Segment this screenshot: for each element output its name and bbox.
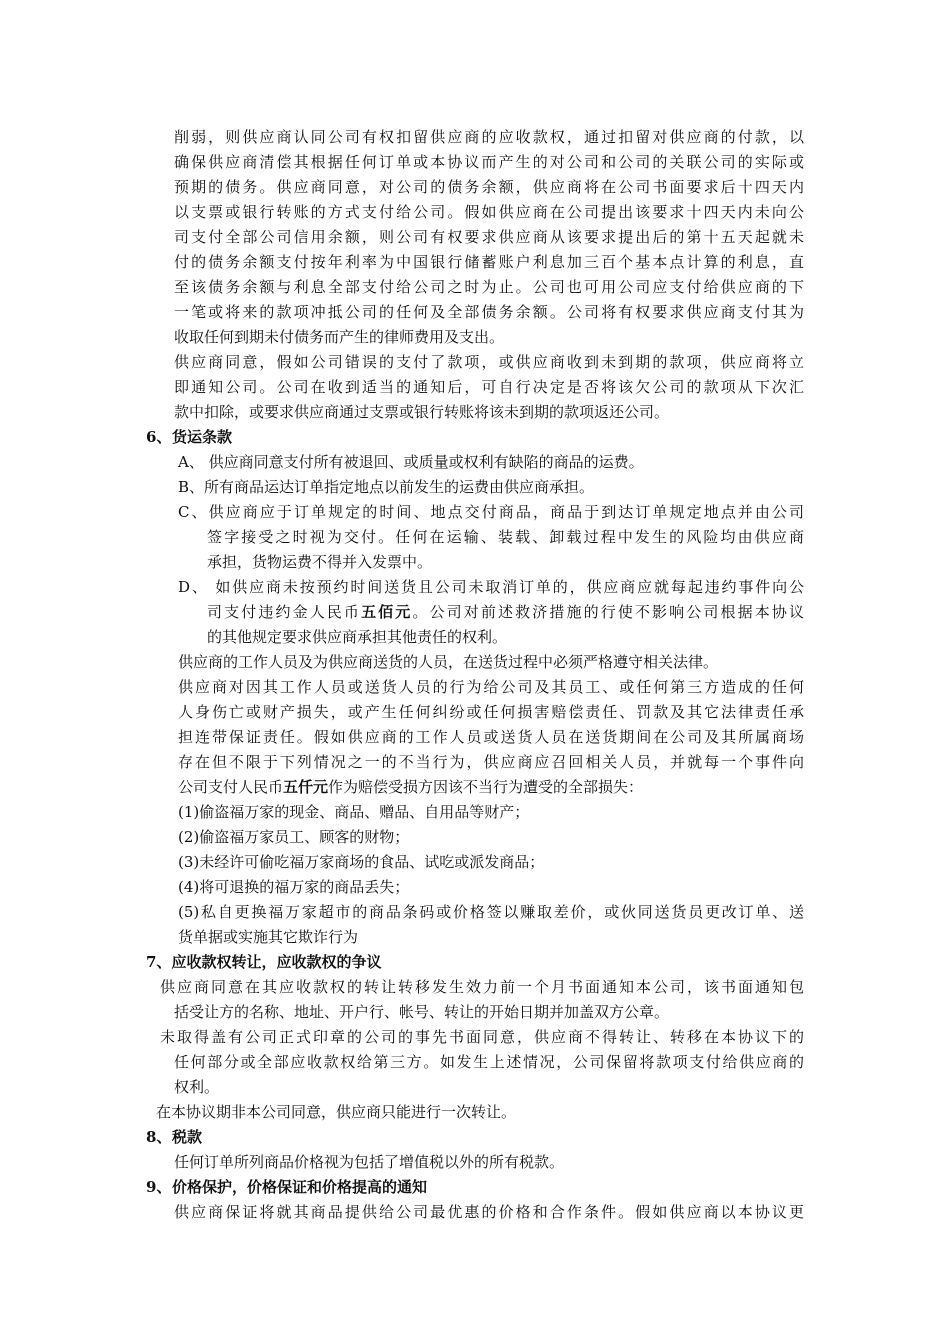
clause-d-line: 的其他规定要求供应商承担其他责任的权利。 bbox=[207, 628, 508, 646]
penalty-amount: 五佰元 bbox=[361, 603, 413, 621]
intro-p2-line: 款中扣除，或要求供应商通过支票或银行转账将该未到期的款项返还公司。 bbox=[174, 403, 670, 421]
intro-p2-line: 供应商同意，假如公司错误的支付了款项，或供应商收到未到期的款项，供应商将立 bbox=[174, 353, 804, 371]
liability-line: 供应商对因其工作人员或送货人员的行为给公司及其员工、或任何第三方造成的任何 bbox=[178, 678, 804, 696]
intro-line: 预期的债务。供应商同意，对公司的债务余额，供应商将在公司书面要求后十四天内 bbox=[174, 178, 804, 196]
list-item-continuation: 货单据或实施其它欺诈行为 bbox=[178, 928, 359, 946]
transfer-notice-line: 括受让方的名称、地址、开户行、帐号、转让的开始日期并加盖双方公章。 bbox=[174, 1003, 670, 1021]
text-run: 。公司对前述救济措施的行使不影响公司根据本协议 bbox=[412, 603, 804, 621]
intro-line: 司支付全部公司信用余额，则公司有权要求供应商从该要求提出后的第十五天起就未 bbox=[174, 228, 804, 246]
staff-paragraph: 供应商的工作人员及为供应商送货的人员，在送货过程中必须严格遵守相关法律。 bbox=[178, 653, 719, 671]
liability-line: 人身伤亡或财产损失，或产生任何纠纷或任何损害赔偿责任、罚款及其它法律责任承 bbox=[178, 703, 804, 721]
section-title: 应收款权转让，应收款权的争议 bbox=[171, 953, 382, 971]
liability-line bbox=[178, 775, 804, 800]
list-item: (2)偷盗福万家员工、顾客的财物； bbox=[178, 828, 410, 846]
intro-line: 削弱，则供应商认同公司有权扣留供应商的应收款权，通过扣留对供应商的付款，以 bbox=[174, 128, 804, 146]
intro-line: 付的债务余额支付按年利率为中国银行储蓄账户利息加三百个基本点计算的利息，直 bbox=[174, 253, 804, 271]
transfer-limit: 在本协议期非本公司同意，供应商只能进行一次转让。 bbox=[156, 1103, 517, 1121]
list-item: (1)偷盗福万家的现金、商品、赠品、自用品等财产； bbox=[178, 803, 530, 821]
clause-b: B、所有商品运达订单指定地点以前发生的运费由供应商承担。 bbox=[178, 478, 595, 496]
section-number: 9、 bbox=[146, 1178, 172, 1196]
text-run: 作为赔偿受损方因该不当行为遭受的全部损失： bbox=[328, 778, 644, 796]
text-run: 公司支付人民币 bbox=[178, 778, 284, 796]
section-title: 价格保护，价格保证和价格提高的通知 bbox=[172, 1178, 428, 1196]
liability-line: 存在但不限于下列情况之一的不当行为，供应商应召回相关人员，并就每一个事件向 bbox=[178, 753, 804, 771]
text-run: 司支付违约金人民币 bbox=[207, 603, 362, 621]
list-item: (4)将可退换的福万家的商品丢失； bbox=[178, 878, 410, 896]
clause-c-line: 承担，货物运费不得并入发票中。 bbox=[207, 553, 433, 571]
transfer-consent-line: 权利。 bbox=[174, 1078, 220, 1096]
intro-line: 一笔或将来的款项冲抵公司的任何及全部债务余额。公司将有权要求供应商支付其为 bbox=[174, 303, 804, 321]
transfer-consent-line: 任何部分或全部应收款权给第三方。如发生上述情况，公司保留将款项支付给供应商的 bbox=[174, 1053, 804, 1071]
section-7-heading bbox=[146, 950, 381, 975]
clause-c-line: C、供应商应于订单规定的时间、地点交付商品，商品于到达订单规定地点并由公司 bbox=[178, 503, 804, 521]
clause-d-line bbox=[207, 600, 804, 625]
compensation-amount: 五仟元 bbox=[283, 778, 329, 796]
intro-line: 收取任何到期未付债务而产生的律师费用及支出。 bbox=[174, 328, 505, 346]
list-item: (3)未经许可偷吃福万家商场的食品、试吃或派发商品； bbox=[178, 853, 545, 871]
clause-c-line: 签字接受之时视为交付。任何在运输、装载、卸载过程中发生的风险均由供应商 bbox=[207, 528, 804, 546]
section-number: 6、 bbox=[146, 428, 172, 446]
intro-line: 至该债务余额与利息全部支付给公司之时为止。公司也可用公司应支付给供应商的下 bbox=[174, 278, 804, 296]
section-title: 税款 bbox=[172, 1128, 203, 1146]
section-6-heading bbox=[146, 425, 232, 450]
section-8-heading bbox=[146, 1125, 202, 1150]
transfer-consent-line: 未取得盖有公司正式印章的公司的事先书面同意，供应商不得转让、转移在本协议下的 bbox=[160, 1028, 804, 1046]
section-title: 货运条款 bbox=[172, 428, 233, 446]
section-9-heading bbox=[146, 1175, 427, 1200]
transfer-notice-line: 供应商同意在其应收款权的转让转移发生效力前一个月书面通知本公司，该书面通知包 bbox=[160, 978, 804, 996]
section-number: 7、 bbox=[146, 953, 172, 971]
intro-line: 确保供应商清偿其根据任何订单或本协议而产生的对公司和公司的关联公司的实际或 bbox=[174, 153, 804, 171]
clause-a: A、 供应商同意支付所有被退回、或质量或权利有缺陷的商品的运费。 bbox=[178, 453, 644, 471]
section-number: 8、 bbox=[146, 1128, 172, 1146]
tax-paragraph: 任何订单所列商品价格视为包括了增值税以外的所有税款。 bbox=[174, 1153, 565, 1171]
price-paragraph: 供应商保证将就其商品提供给公司最优惠的价格和合作条件。假如供应商以本协议更 bbox=[174, 1203, 804, 1221]
liability-line: 担连带保证责任。假如供应商的工作人员或送货人员在送货期间在公司及其所属商场 bbox=[178, 728, 804, 746]
intro-p2-line: 即通知公司。公司在收到适当的通知后，可自行决定是否将该欠公司的款项从下次汇 bbox=[174, 378, 804, 396]
clause-d-line: D、 如供应商未按预约时间送货且公司未取消订单的，供应商应就每起违约事件向公 bbox=[178, 578, 804, 596]
list-item: (5)私自更换福万家超市的商品条码或价格签以赚取差价，或伙同送货员更改订单、送 bbox=[178, 903, 804, 921]
intro-line: 以支票或银行转账的方式支付给公司。假如供应商在公司提出该要求十四天内未向公 bbox=[174, 203, 804, 221]
